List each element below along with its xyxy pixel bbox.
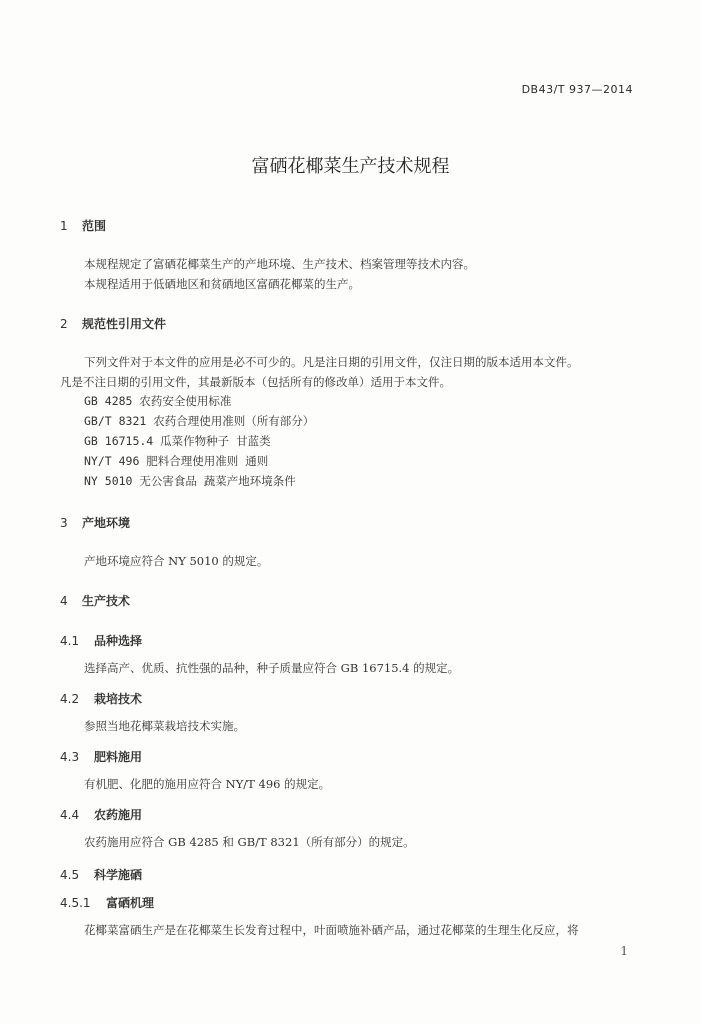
section-number: 3	[60, 516, 68, 530]
section-1-paragraph-2: 本规程适用于低硒地区和贫硒地区富硒花椰菜的生产。	[84, 277, 360, 291]
section-2-heading	[60, 315, 166, 332]
reference-item: GB/T 8321 农药合理使用准则（所有部分）	[84, 414, 315, 428]
section-title: 范围	[82, 219, 107, 233]
section-number: 4.2	[60, 692, 80, 706]
section-title: 生产技术	[82, 594, 131, 608]
section-title: 富硒机理	[106, 896, 155, 910]
section-4-5-1-paragraph: 花椰菜富硒生产是在花椰菜生长发育过程中，叶面喷施补硒产品，通过花椰菜的生理生化反应，将	[84, 923, 579, 937]
section-2-paragraph-line-2: 凡是不注日期的引用文件，其最新版本（包括所有的修改单）适用于本文件。	[60, 375, 451, 389]
section-title: 农药施用	[94, 808, 143, 822]
section-4-5-heading	[60, 866, 142, 883]
section-3-paragraph: 产地环境应符合 NY 5010 的规定。	[84, 554, 269, 568]
section-title: 规范性引用文件	[82, 317, 167, 331]
section-title: 产地环境	[82, 516, 131, 530]
section-4-4-heading	[60, 806, 142, 823]
section-number: 4.5.1	[60, 896, 91, 910]
section-4-4-paragraph: 农药施用应符合 GB 4285 和 GB/T 8321（所有部分）的规定。	[84, 835, 415, 849]
section-4-2-heading	[60, 690, 142, 707]
reference-item: GB 4285 农药安全使用标准	[84, 394, 232, 408]
section-number: 4.3	[60, 750, 80, 764]
section-4-1-heading	[60, 632, 142, 649]
section-4-1-paragraph: 选择高产、优质、抗性强的品种，种子质量应符合 GB 16715.4 的规定。	[84, 661, 460, 675]
section-4-3-heading	[60, 748, 142, 765]
document-number: DB43/T 937—2014	[521, 83, 633, 96]
section-number: 4.1	[60, 634, 80, 648]
section-4-heading	[60, 592, 130, 609]
reference-item: NY 5010 无公害食品 蔬菜产地环境条件	[84, 474, 296, 488]
section-title: 肥料施用	[94, 750, 143, 764]
section-title: 品种选择	[94, 634, 143, 648]
section-number: 2	[60, 317, 68, 331]
section-1-paragraph-1: 本规程规定了富硒花椰菜生产的产地环境、生产技术、档案管理等技术内容。	[84, 257, 475, 271]
section-4-2-paragraph: 参照当地花椰菜栽培技术实施。	[84, 719, 245, 733]
section-4-5-1-heading	[60, 894, 154, 911]
section-title: 栽培技术	[94, 692, 143, 706]
section-4-3-paragraph: 有机肥、化肥的施用应符合 NY/T 496 的规定。	[84, 777, 331, 791]
section-title: 科学施硒	[94, 868, 143, 882]
section-number: 4.5	[60, 868, 80, 882]
document-title: 富硒花椰菜生产技术规程	[251, 156, 450, 177]
reference-item: GB 16715.4 瓜菜作物种子 甘蓝类	[84, 434, 271, 448]
page-number: 1	[620, 944, 628, 958]
section-2-paragraph-line-1: 下列文件对于本文件的应用是必不可少的。凡是注日期的引用文件，仅注日期的版本适用本文件。	[84, 355, 579, 369]
section-3-heading	[60, 514, 130, 531]
section-number: 1	[60, 219, 68, 233]
section-1-heading	[60, 217, 106, 234]
section-number: 4.4	[60, 808, 80, 822]
section-number: 4	[60, 594, 68, 608]
reference-item: NY/T 496 肥料合理使用准则 通则	[84, 454, 269, 468]
